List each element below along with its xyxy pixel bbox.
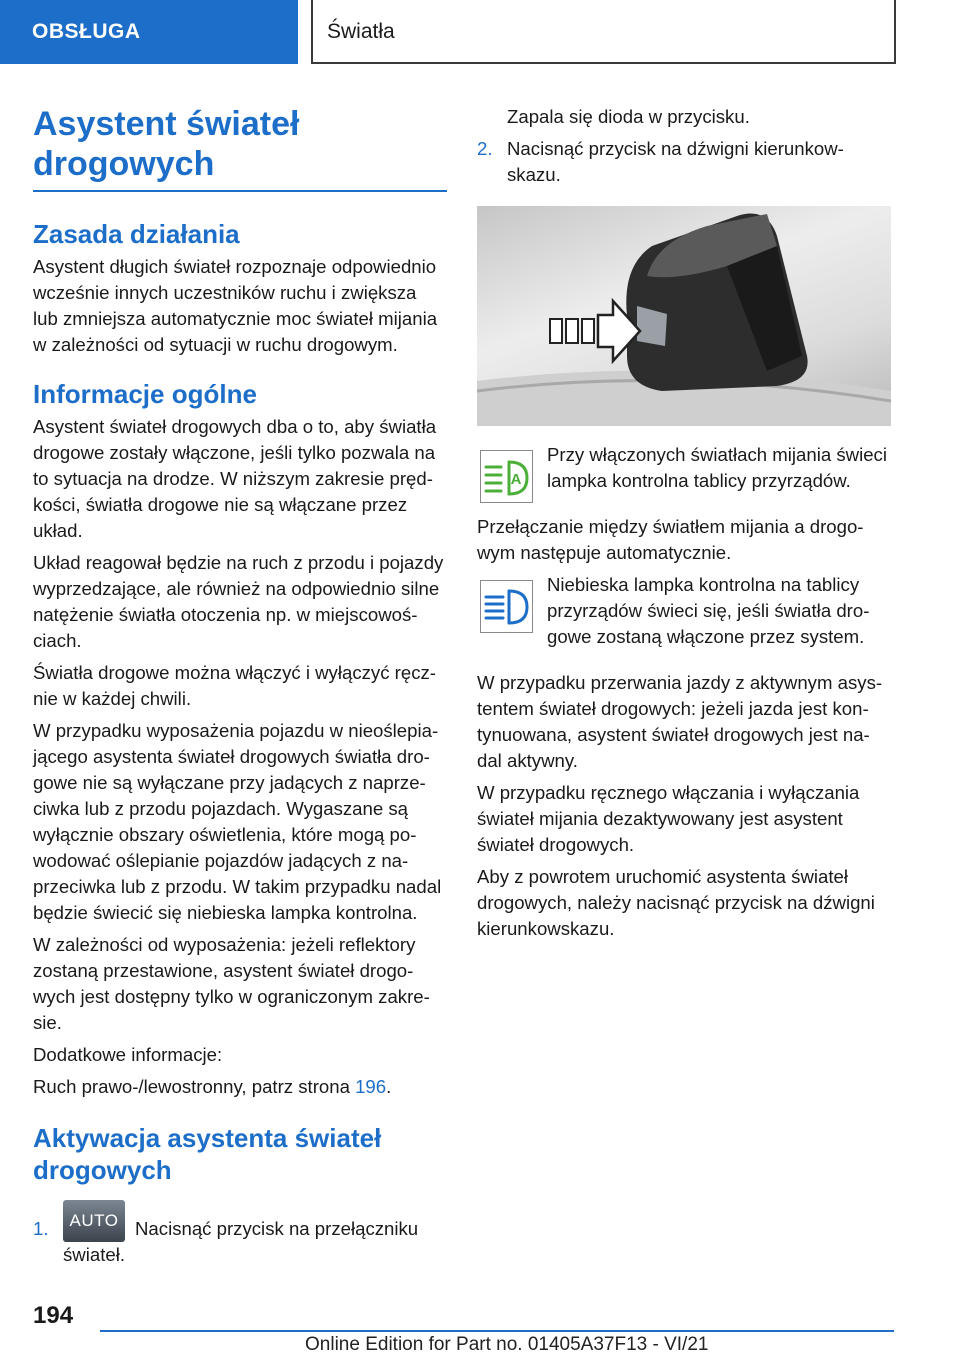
text-line: kości, światła drogowe nie są włączane przez (33, 494, 408, 515)
text-line: Układ reagował będzie na ruch z przodu i pojazdy (33, 552, 444, 573)
paragraph-info-6: Dodatkowe informacje: (33, 1044, 223, 1065)
text-line: ciach. (33, 630, 82, 651)
text-line: Zapala się dioda w przycisku. (507, 106, 750, 127)
footer-edition: Online Edition for Part no. 01405A37F13 - VI/21 (305, 1334, 709, 1355)
text-line: będzie świecić się niebieska lampka kontrolna. (33, 902, 418, 923)
text-line: dal aktywny. (477, 750, 578, 771)
paragraph-manual (477, 780, 891, 858)
text-line: Przełączanie między światłem mijania a drogo- (477, 516, 864, 537)
right-column (477, 104, 891, 942)
text-line: świateł drogowych. (477, 834, 635, 855)
text-line: nie w każdej chwili. (33, 688, 192, 709)
text-line: W przypadku wyposażenia pojazdu w nieoślepia- (33, 720, 439, 741)
page-number: 194 (33, 1302, 74, 1329)
text-line: W przypadku ręcznego włączania i wyłączania (477, 782, 860, 803)
text-line: W przypadku przerwania jazdy z aktywnym asys- (477, 672, 883, 693)
text-line: tentem świateł drogowych: jeżeli jazda jest kon- (477, 698, 869, 719)
text-line: wych jest dostępny tylko w ograniczonym zakre- (33, 986, 430, 1007)
paragraph-info-2 (33, 550, 447, 654)
text-line: . (386, 1076, 392, 1097)
text-line: lampka kontrolna tablicy przyrządów. (547, 470, 851, 491)
footer-divider (100, 1330, 894, 1332)
auto-button-icon: AUTO (63, 1200, 125, 1242)
arrow-right-icon (550, 301, 640, 361)
paragraph-switching (477, 514, 891, 566)
text-line: Asystent świateł drogowych dba o to, aby światła (33, 416, 437, 437)
left-column (33, 104, 447, 1268)
text-line: Nacisnąć przycisk na przełączniku (135, 1218, 419, 1239)
text-line: świateł. (63, 1244, 126, 1265)
svg-text:A: A (510, 471, 522, 488)
text-line: natężenie światła otoczenia np. w miejscowoś- (33, 604, 418, 625)
text-line: W zależności od wyposażenia: jeżeli reflektory (33, 934, 416, 955)
text-line: przeciwka lub z przodu. W takim przypadku nadal (33, 876, 442, 897)
text-line: Ruch prawo-/lewostronny, patrz strona (33, 1076, 356, 1097)
high-beam-blue-icon (480, 580, 533, 633)
heading-informacje: Informacje ogólne (33, 379, 257, 409)
text-line: przyrządów świeci się, jeśli światła dro- (547, 600, 870, 621)
text-line: wym następuje automatycznie. (477, 542, 732, 563)
turn-signal-lever-photo (477, 206, 891, 426)
text-line: układ. (33, 520, 83, 541)
text-line: Aby z powrotem uruchomić asystenta świateł (477, 866, 848, 887)
text-line: wyłącznie obszary oświetlenia, które mogą po- (33, 824, 417, 845)
text-line: świateł mijania dezaktywowany jest asystent (477, 808, 843, 829)
paragraph-info-1 (33, 414, 447, 544)
step-number: 1. (33, 1218, 49, 1239)
step-2 (477, 136, 891, 188)
text-line: sie. (33, 1012, 62, 1033)
paragraph-restart (477, 864, 891, 942)
lever-illustration (477, 206, 891, 426)
paragraph-info-5 (33, 932, 447, 1036)
text-line: lub zmniejsza automatycznie moc świateł mijania (33, 308, 438, 329)
heading-line: drogowych (33, 1155, 172, 1185)
text-line: kierunkowskazu. (477, 918, 615, 939)
paragraph-interruption (477, 670, 891, 774)
chapter-title: Światła (311, 0, 896, 64)
heading-zasada: Zasada działania (33, 219, 240, 249)
heading-aktywacja (33, 1122, 447, 1186)
step-1 (33, 1211, 447, 1268)
text-line: Niebieska lampka kontrolna na tablicy (547, 574, 860, 595)
page-title-line-1: Asystent świateł (33, 105, 300, 143)
paragraph-info-4 (33, 718, 447, 926)
page-title-line-2: drogowych (33, 145, 215, 183)
info-low-beam (477, 442, 891, 494)
text-line: wodować oślepianie pojazdów jadących z na- (33, 850, 409, 871)
text-line: Światła drogowe można włączyć i wyłączyć ręcz- (33, 662, 436, 683)
text-line: tynuowana, asystent świateł drogowych jest na- (477, 724, 870, 745)
text-line: to sytuacja na drodze. W niższym zakresie pręd- (33, 468, 433, 489)
text-line: Nacisnąć przycisk na dźwigni kierunkow- (507, 138, 844, 159)
page-link-196[interactable]: 196 (355, 1076, 387, 1097)
auto-headlight-green-icon (480, 450, 533, 503)
page-title (33, 104, 447, 192)
text-line: Przy włączonych światłach mijania świeci (547, 444, 887, 465)
section-tab: OBSŁUGA (0, 0, 298, 64)
text-line: zostaną przestawione, asystent świateł drogo- (33, 960, 414, 981)
text-line: Asystent długich świateł rozpoznaje odpowiednio (33, 256, 437, 277)
step-1-continued (477, 104, 891, 130)
text-line: wcześnie innych uczestników ruchu i zwiększa (33, 282, 417, 303)
text-line: w zależności od sytuacji w ruchu drogowym. (33, 334, 398, 355)
heading-line: Aktywacja asystenta świateł (33, 1123, 382, 1153)
text-line: drogowe zostały włączone, jeśli tylko pozwala na (33, 442, 436, 463)
text-line: jącego asystenta świateł drogowych światła dro- (33, 746, 430, 767)
text-line: ciwka lub z przodu pojazdach. Wygaszane są (33, 798, 409, 819)
paragraph-zasada (33, 254, 447, 358)
paragraph-info-3 (33, 660, 447, 712)
info-high-beam (477, 572, 891, 650)
text-line: gowe zostaną włączone przez system. (547, 626, 865, 647)
step-number: 2. (477, 138, 493, 159)
text-line: drogowych, należy nacisnąć przycisk na dźwigni (477, 892, 875, 913)
text-line: skazu. (507, 164, 561, 185)
text-line: wyprzedzające, ale również na odpowiednio silne (33, 578, 440, 599)
paragraph-info-7 (33, 1074, 447, 1100)
text-line: gowe nie są wyłączane przy jadących z naprze- (33, 772, 426, 793)
